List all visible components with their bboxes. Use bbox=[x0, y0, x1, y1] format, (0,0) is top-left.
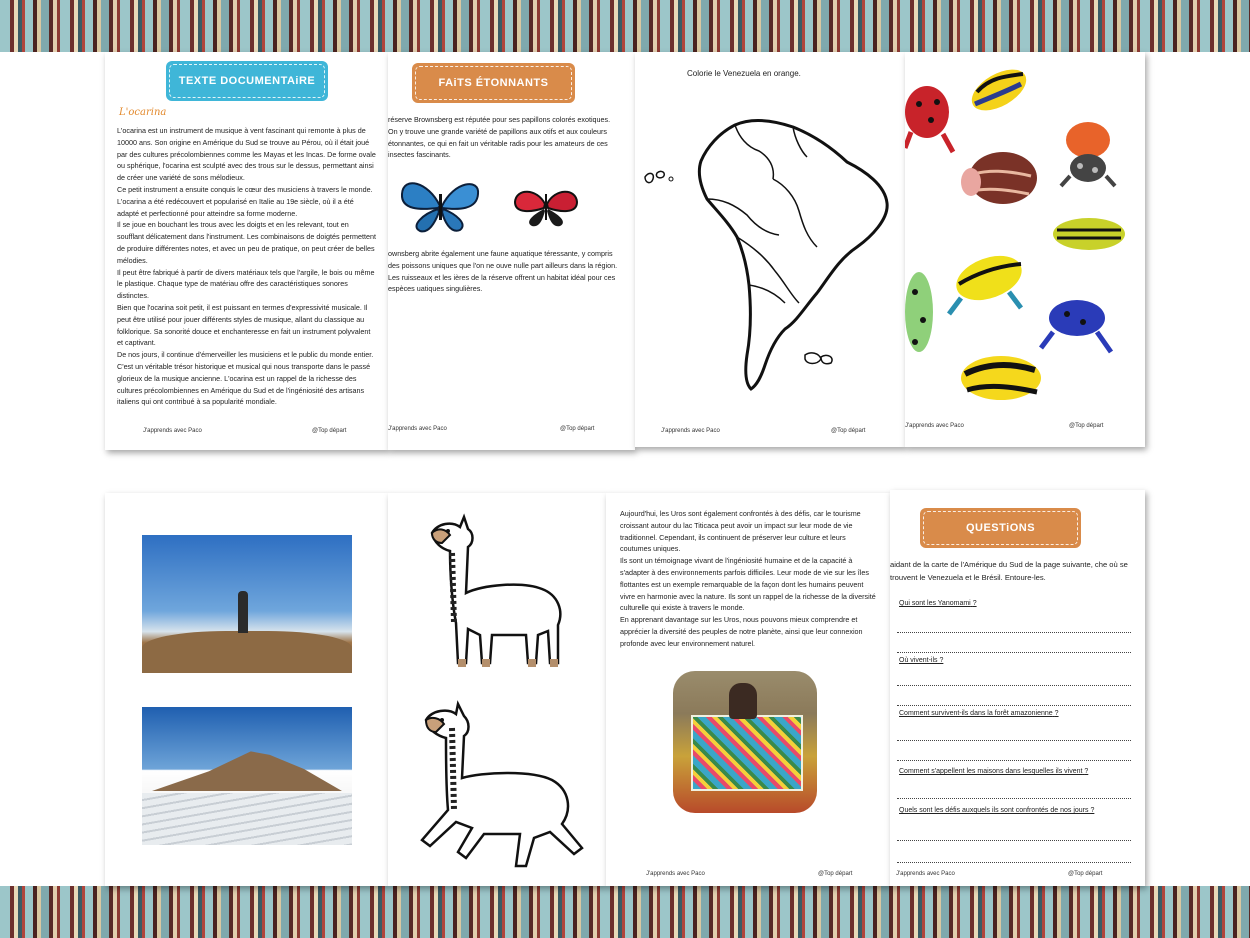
footer-left: J'apprends avec Paco bbox=[388, 426, 447, 432]
photo-hiker-salt-flat bbox=[142, 535, 352, 673]
llama-icon bbox=[412, 503, 572, 673]
frog-icon bbox=[905, 86, 953, 152]
paragraph: L'ocarina est un instrument de musique à vent fascinant qui remonte à plus de 10000 ans. Son origine en Amérique du Sud se trouve au Pérou, où il était joué par des cultures précolombiennes comme les Mayas et les Incas. De forme ovale ou sphérique, l'ocarina est sculpté avec des trous sur le dessus, permettant ainsi de créer une variété de sons mélodieux. bbox=[117, 126, 376, 183]
frogs-illustration bbox=[905, 52, 1145, 422]
question-item: Comment s'appellent les maisons dans lesquelles ils vivent ? bbox=[899, 768, 1089, 775]
answer-line[interactable] bbox=[897, 740, 1131, 741]
document-subtitle: L'ocarina bbox=[119, 107, 167, 118]
frog-icon bbox=[949, 248, 1028, 314]
document-body bbox=[117, 125, 377, 408]
page-faits-etonnants bbox=[388, 52, 635, 450]
footer-right: @Top départ bbox=[818, 871, 853, 877]
paragraph-papillons: réserve Brownsberg est réputée pour ses papillons colorés exotiques. On y trouve une grande variété de papillons aux otifs et aux couleurs étonnantes, ce qui en fait un véritable radis pour les amateurs de ces insectes fascinants. bbox=[388, 115, 611, 160]
frog-icon bbox=[965, 61, 1033, 119]
footer-left: J'apprends avec Paco bbox=[896, 871, 955, 877]
banner-questions bbox=[920, 508, 1081, 548]
page-lamas bbox=[388, 493, 606, 886]
frog-icon bbox=[961, 356, 1041, 400]
frog-icon bbox=[905, 272, 933, 352]
paragraph: En apprenant davantage sur les Uros, nous pouvons mieux comprendre et apprécier la diversité des peuples de notre planète, ainsi que leur connexion profonde avec leur environnement naturel. bbox=[620, 615, 863, 648]
page-les-uros bbox=[606, 493, 890, 886]
paragraph: Ce petit instrument a ensuite conquis le cœur des musiciens à travers le monde. L'ocarina a été redécouvert et popularisé en Italie au 19e siècle, où il a été adapté et perfectionné pour atteindre sa forme moderne. bbox=[117, 184, 373, 218]
bottom-decorative-band bbox=[0, 886, 1250, 938]
frog-icon bbox=[1053, 218, 1125, 250]
footer-right: @Top départ bbox=[560, 426, 595, 432]
photo-uros-textile bbox=[673, 671, 817, 813]
answer-line[interactable] bbox=[897, 840, 1131, 841]
page-questions bbox=[890, 490, 1145, 886]
banner-title: TEXTE DOCUMENTAiRE bbox=[178, 75, 316, 87]
footer-right: @Top départ bbox=[312, 428, 347, 434]
map-instruction: Colorie le Venezuela en orange. bbox=[687, 69, 801, 78]
frog-icon bbox=[1061, 122, 1115, 186]
question-item: Comment survivent-ils dans la forêt amazonienne ? bbox=[899, 710, 1059, 717]
paragraph: Ils sont un témoignage vivant de l'ingéniosité humaine et de la capacité à s'adapter à des environnements parfois difficiles. Leur mode de vie sur les îles flottantes est un exemple remarquable de la façon dont les humains peuvent vivre en harmonie avec la nature. Ils sont un rappel de la richesse de la diversité culturelle qui existe à travers le monde. bbox=[620, 556, 876, 613]
footer-left: J'apprends avec Paco bbox=[143, 428, 202, 434]
answer-line[interactable] bbox=[897, 685, 1131, 686]
footer-right: @Top départ bbox=[1069, 423, 1104, 429]
question-item: Qui sont les Yanomami ? bbox=[899, 600, 977, 607]
answer-line[interactable] bbox=[897, 798, 1131, 799]
page-grenouilles bbox=[905, 52, 1145, 447]
answer-line[interactable] bbox=[897, 760, 1131, 761]
footer-left: J'apprends avec Paco bbox=[661, 428, 720, 434]
page-photos-paysages bbox=[105, 493, 388, 886]
page-texte-documentaire bbox=[105, 52, 388, 450]
banner-texte-documentaire bbox=[166, 61, 328, 101]
butterfly-red-icon bbox=[512, 182, 580, 230]
paragraph: Aujourd'hui, les Uros sont également confrontés à des défis, car le tourisme croissant autour du lac Titicaca peut avoir un impact sur leur mode de vie traditionnel. Cependant, ils continuent de préserver leur culture et leurs coutumes uniques. bbox=[620, 509, 861, 554]
south-america-map bbox=[635, 107, 905, 397]
paragraph: Bien que l'ocarina soit petit, il est puissant en termes d'expressivité musicale. Il peut être utilisé pour jouer différents styles de musique, allant du classique au folklorique. Sa sonorité douce et enchanteresse en fait un instrument polyvalent et captivant. bbox=[117, 302, 371, 348]
footer-left: J'apprends avec Paco bbox=[905, 423, 964, 429]
footer-right: @Top départ bbox=[1068, 871, 1103, 877]
answer-line[interactable] bbox=[897, 705, 1131, 706]
banner-title: FAiTS ÉTONNANTS bbox=[438, 77, 549, 89]
page-carte-amerique-du-sud bbox=[635, 52, 905, 447]
paragraph-faune-aquatique: ownsberg abrite également une faune aquatique téressante, y compris des poissons uniques que l'on ne ouve nulle part ailleurs dans la région. Les ruisseaux et les ières de la réserve offrent un habitat idéal pour ces espèces uatiques singulières. bbox=[388, 249, 618, 294]
question-item: Où vivent-ils ? bbox=[899, 657, 944, 664]
paragraph: Il se joue en bouchant les trous avec les doigts et en les relevant, tout en soufflant délicatement dans l'instrument. Les combinaisons de doigtés permettent de produire différentes notes, et avec un peu de pratique, on peut créer de belles mélodies. bbox=[117, 220, 376, 265]
answer-line[interactable] bbox=[897, 862, 1131, 863]
frog-icon bbox=[1041, 300, 1111, 352]
answer-line[interactable] bbox=[897, 632, 1131, 633]
banner-faits-etonnants bbox=[412, 63, 575, 103]
frog-icon bbox=[961, 152, 1037, 204]
question-item: Quels sont les défis auxquels ils sont confrontés de nos jours ? bbox=[899, 807, 1095, 814]
document-body bbox=[620, 508, 878, 650]
paragraph: De nos jours, il continue d'émerveiller les musiciens et le public du monde entier. C'est un véritable trésor historique et musical qui nous transporte dans le passé glorieux de la musique ancienne. L'ocarina est un rappel de la richesse des cultures précolombiennes en Amérique du Sud et de l'ingéniosité des artisans italiens qui ont contribué à sa popularité mondiale. bbox=[117, 350, 374, 407]
questions-intro: aidant de la carte de l'Amérique du Sud de la page suivante, che où se trouvent le Venezuela et le Brésil. Entoure-les. bbox=[890, 560, 1128, 582]
butterfly-blue-icon bbox=[398, 176, 483, 236]
banner-title: QUESTiONS bbox=[965, 522, 1036, 534]
footer-right: @Top départ bbox=[831, 428, 866, 434]
footer-left: J'apprends avec Paco bbox=[646, 871, 705, 877]
photo-volcano-salt-flat bbox=[142, 707, 352, 845]
llama-icon bbox=[402, 698, 598, 873]
paragraph: Il peut être fabriqué à partir de divers matériaux tels que l'argile, le bois ou même le plastique. Chaque type de matériau offre des caractéristiques sonores distinctes. bbox=[117, 267, 375, 301]
answer-line[interactable] bbox=[897, 652, 1131, 653]
top-decorative-band bbox=[0, 0, 1250, 52]
